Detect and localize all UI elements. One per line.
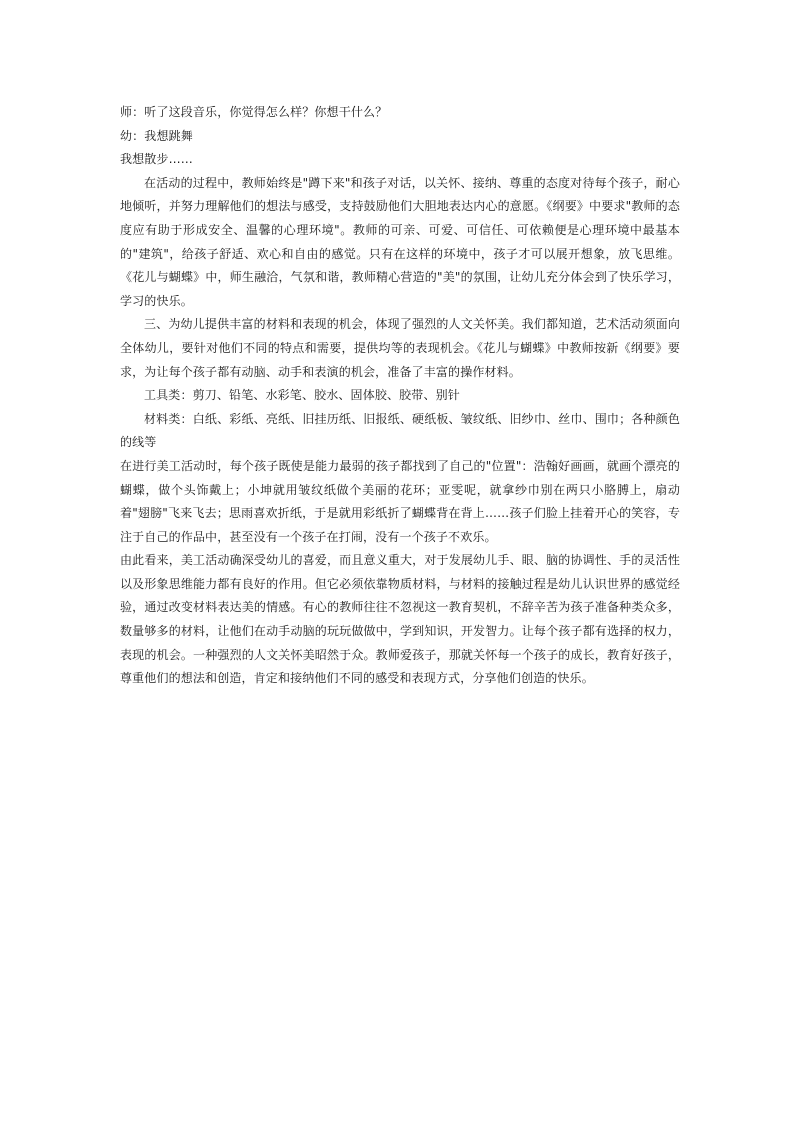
paragraph-materials: 材料类：白纸、彩纸、亮纸、旧挂历纸、旧报纸、硬纸板、皱纹纸、旧纱巾、丝巾、围巾；各种颜色的线等 bbox=[120, 411, 680, 450]
paragraph-child-answer: 幼：我想跳舞 bbox=[120, 128, 193, 143]
document-body bbox=[120, 101, 680, 691]
paragraph-child-answer-2: 我想散步…… bbox=[120, 152, 193, 167]
paragraph-art-activity: 在进行美工活动时，每个孩子既使是能力最弱的孩子都找到了自己的"位置"：浩翰好画画，就画个漂亮的蝴蝶，做个头饰戴上；小坤就用皱纹纸做个美丽的花环；亚雯呢，就拿纱巾别在两只小胳膊上，扇动着"翅膀"飞来飞去；思雨喜欢折纸，于是就用彩纸折了蝴蝶背在背上……孩子们脸上挂着开心的笑容，专注于自己的作品中，甚至没有一个孩子在打闹，没有一个孩子不欢乐。 bbox=[120, 458, 680, 544]
paragraph-tools: 工具类：剪刀、铅笔、水彩笔、胶水、固体胶、胶带、别针 bbox=[144, 388, 460, 403]
paragraph-section-three: 三、为幼儿提供丰富的材料和表现的机会，体现了强烈的人文关怀美。我们都知道，艺术活动须面向全体幼儿，要针对他们不同的特点和需要，提供均等的表现机会。《花儿与蝴蝶》中教师按新《纲要》要求，为让每个孩子都有动脑、动手和表演的机会，准备了丰富的操作材料。 bbox=[120, 317, 680, 379]
paragraph-teacher-question: 师：听了这段音乐，你觉得怎么样？你想干什么？ bbox=[120, 105, 388, 119]
paragraph-conclusion: 由此看来，美工活动确深受幼儿的喜爱，而且意义重大，对于发展幼儿手、眼、脑的协调性、手的灵活性以及形象思维能力都有良好的作用。但它必须依靠物质材料，与材料的接触过程是幼儿认识世界的感觉经验，通过改变材料表达美的情感。有心的教师往往不忽视这一教育契机，不辞辛苦为孩子准备种类众多，数量够多的材料，让他们在动手动脑的玩玩做做中，学到知识，开发智力。让每个孩子都有选择的权力，表现的机会。一种强烈的人文关怀美昭然于众。教师爱孩子，那就关怀每一个孩子的成长，教育好孩子，尊重他们的想法和创造，肯定和接纳他们不同的感受和表现方式，分享他们创造的快乐。 bbox=[120, 553, 680, 686]
paragraph-activity-process: 在活动的过程中，教师始终是"蹲下来"和孩子对话，以关怀、接纳、尊重的态度对待每个孩子，耐心地倾听，并努力理解他们的想法与感受，支持鼓励他们大胆地表达内心的意愿。《纲要》中要求"教师的态度应有助于形成安全、温馨的心理环境"。教师的可亲、可爱、可信任、可依赖便是心理环境中最基本的"建筑"，给孩子舒适、欢心和自由的感觉。只有在这样的环境中，孩子才可以展开想象，放飞思维。《花儿与蝴蝶》中，师生融洽，气氛和谐，教师精心营造的"美"的氛围，让幼儿充分体会到了快乐学习，学习的快乐。 bbox=[120, 175, 680, 308]
